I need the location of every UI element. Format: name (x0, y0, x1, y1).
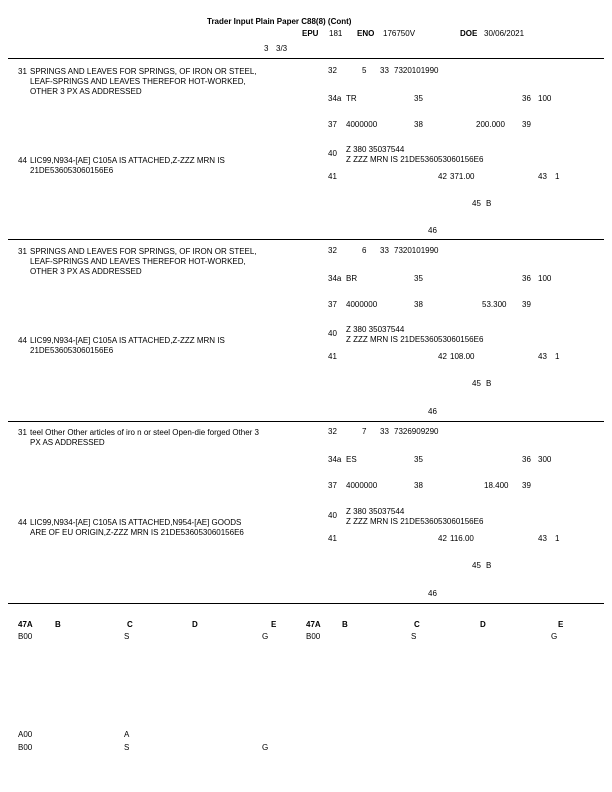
box-45-label: 45 (472, 561, 481, 570)
desc-line: SPRINGS AND LEAVES FOR SPRINGS, OF IRON OR STEEL, (30, 247, 257, 256)
previous-doc: Z ZZZ MRN IS 21DE536053060156E6 (346, 155, 484, 164)
tax-col-c: A (124, 730, 130, 739)
item-value: 371.00 (450, 172, 475, 181)
box-47a-label: 47A (18, 620, 33, 629)
tax-type-code: B00 (18, 632, 33, 641)
desc-line: teel Other Other articles of iro n or steel Open-die forged Other 3 (30, 428, 259, 437)
desc-line: SPRINGS AND LEAVES FOR SPRINGS, OF IRON OR STEEL, (30, 67, 257, 76)
commodity-code: 7320101990 (394, 246, 439, 255)
tax-col-c: S (124, 632, 130, 641)
box-45-value: B (486, 199, 492, 208)
item-value: 116.00 (450, 534, 474, 543)
info-line: LIC99,N934-[AE] C105A IS ATTACHED,Z-ZZZ MRN IS (30, 336, 225, 345)
col-e-header: E (558, 620, 564, 629)
box-42-label: 42 (438, 172, 447, 181)
box-40-label: 40 (328, 511, 337, 520)
box-39-label: 39 (522, 120, 531, 129)
box-45-label: 45 (472, 199, 481, 208)
box-31-label: 31 (18, 247, 27, 256)
divider (8, 58, 604, 59)
net-mass: 53.300 (482, 300, 507, 309)
item-value: 108.00 (450, 352, 475, 361)
tax-col-e: G (262, 632, 269, 641)
tax-col-c: S (411, 632, 417, 641)
cpc: 4000000 (346, 481, 378, 490)
origin-country: TR (346, 94, 357, 103)
box-37-label: 37 (328, 300, 337, 309)
box-42-label: 42 (438, 352, 447, 361)
previous-doc: Z ZZZ MRN IS 21DE536053060156E6 (346, 335, 484, 344)
box-41-label: 41 (328, 534, 337, 543)
item-block (0, 240, 612, 420)
preference: 100 (538, 274, 552, 283)
col-d-header: D (480, 620, 486, 629)
box-35-label: 35 (414, 94, 423, 103)
box-42-label: 42 (438, 534, 447, 543)
previous-doc: Z ZZZ MRN IS 21DE536053060156E6 (346, 517, 484, 526)
tax-type-code: B00 (18, 743, 33, 752)
box-43-value: 1 (555, 172, 560, 181)
net-mass: 18.400 (484, 481, 509, 490)
previous-doc: Z 380 35037544 (346, 145, 405, 154)
box-44-label: 44 (18, 336, 27, 345)
box-44-label: 44 (18, 156, 27, 165)
box-32-label: 32 (328, 427, 337, 436)
origin-country: ES (346, 455, 357, 464)
box-34a-label: 34a (328, 455, 342, 464)
box-38-label: 38 (414, 120, 423, 129)
box-36-label: 36 (522, 274, 531, 283)
previous-doc: Z 380 35037544 (346, 507, 405, 516)
eno-value: 176750V (383, 29, 416, 38)
box-45-label: 45 (472, 379, 481, 388)
box-34a-label: 34a (328, 274, 342, 283)
doe-value: 30/06/2021 (484, 29, 525, 38)
box-44-label: 44 (18, 518, 27, 527)
col-b-header: B (342, 620, 348, 629)
box-37-label: 37 (328, 481, 337, 490)
box-36-label: 36 (522, 94, 531, 103)
info-line: LIC99,N934-[AE] C105A IS ATTACHED,Z-ZZZ MRN IS (30, 156, 225, 165)
page-of: 3/3 (276, 44, 288, 53)
box-38-label: 38 (414, 481, 423, 490)
goods-description (18, 67, 318, 97)
info-line: LIC99,N934-[AE] C105A IS ATTACHED,N954-[AE] GOODS (30, 518, 242, 527)
tax-col-c: S (124, 743, 130, 752)
commodity-code: 7326909290 (394, 427, 439, 436)
box-32-label: 32 (328, 66, 337, 75)
item-number: 7 (362, 427, 367, 436)
info-line: 21DE536053060156E6 (30, 346, 114, 355)
goods-description (18, 247, 318, 277)
additional-info (18, 336, 318, 356)
desc-line: LEAF-SPRINGS AND LEAVES THEREFOR HOT-WORKED, (30, 257, 246, 266)
box-43-value: 1 (555, 534, 560, 543)
cpc: 4000000 (346, 300, 378, 309)
box-45-value: B (486, 379, 492, 388)
additional-info (18, 518, 318, 538)
box-37-label: 37 (328, 120, 337, 129)
item-number: 5 (362, 66, 367, 75)
box-43-label: 43 (538, 534, 547, 543)
box-46-label: 46 (428, 226, 437, 235)
box-43-value: 1 (555, 352, 560, 361)
item-block (0, 422, 612, 602)
eno-label: ENO (357, 29, 375, 38)
divider (8, 603, 604, 604)
doe-label: DOE (460, 29, 478, 38)
tax-col-e: G (551, 632, 558, 641)
box-40-label: 40 (328, 329, 337, 338)
box-31-label: 31 (18, 67, 27, 76)
box-33-label: 33 (380, 427, 389, 436)
page-box: 3 (264, 44, 269, 53)
previous-doc: Z 380 35037544 (346, 325, 405, 334)
epu-value: 181 (329, 29, 343, 38)
box-36-label: 36 (522, 455, 531, 464)
info-line: 21DE536053060156E6 (30, 166, 114, 175)
box-43-label: 43 (538, 172, 547, 181)
box-33-label: 33 (380, 66, 389, 75)
item-block (0, 60, 612, 240)
tax-type-code: B00 (306, 632, 321, 641)
box-47a-label: 47A (306, 620, 321, 629)
preference: 300 (538, 455, 552, 464)
box-39-label: 39 (522, 481, 531, 490)
box-33-label: 33 (380, 246, 389, 255)
box-41-label: 41 (328, 172, 337, 181)
col-c-header: C (414, 620, 420, 629)
preference: 100 (538, 94, 552, 103)
additional-info (18, 156, 318, 176)
desc-line: OTHER 3 PX AS ADDRESSED (30, 267, 142, 276)
desc-line: PX AS ADDRESSED (30, 438, 105, 447)
net-mass: 200.000 (476, 120, 505, 129)
desc-line: LEAF-SPRINGS AND LEAVES THEREFOR HOT-WORKED, (30, 77, 246, 86)
col-d-header: D (192, 620, 198, 629)
tax-type-code: A00 (18, 730, 33, 739)
box-35-label: 35 (414, 455, 423, 464)
col-b-header: B (55, 620, 61, 629)
cpc: 4000000 (346, 120, 378, 129)
col-c-header: C (127, 620, 133, 629)
goods-description (18, 428, 318, 448)
info-line: ARE OF EU ORIGIN,Z-ZZZ MRN IS 21DE536053060156E6 (30, 528, 244, 537)
origin-country: BR (346, 274, 358, 283)
epu-label: EPU (302, 29, 319, 38)
desc-line: OTHER 3 PX AS ADDRESSED (30, 87, 142, 96)
box-43-label: 43 (538, 352, 547, 361)
box-31-label: 31 (18, 428, 27, 437)
box-35-label: 35 (414, 274, 423, 283)
tax-col-e: G (262, 743, 269, 752)
box-40-label: 40 (328, 149, 337, 158)
box-46-label: 46 (428, 589, 437, 598)
box-39-label: 39 (522, 300, 531, 309)
box-34a-label: 34a (328, 94, 342, 103)
item-number: 6 (362, 246, 367, 255)
box-46-label: 46 (428, 407, 437, 416)
commodity-code: 7320101990 (394, 66, 439, 75)
page-title: Trader Input Plain Paper C88(8) (Cont) (207, 17, 352, 26)
box-45-value: B (486, 561, 492, 570)
col-e-header: E (271, 620, 277, 629)
box-32-label: 32 (328, 246, 337, 255)
box-38-label: 38 (414, 300, 423, 309)
box-41-label: 41 (328, 352, 337, 361)
